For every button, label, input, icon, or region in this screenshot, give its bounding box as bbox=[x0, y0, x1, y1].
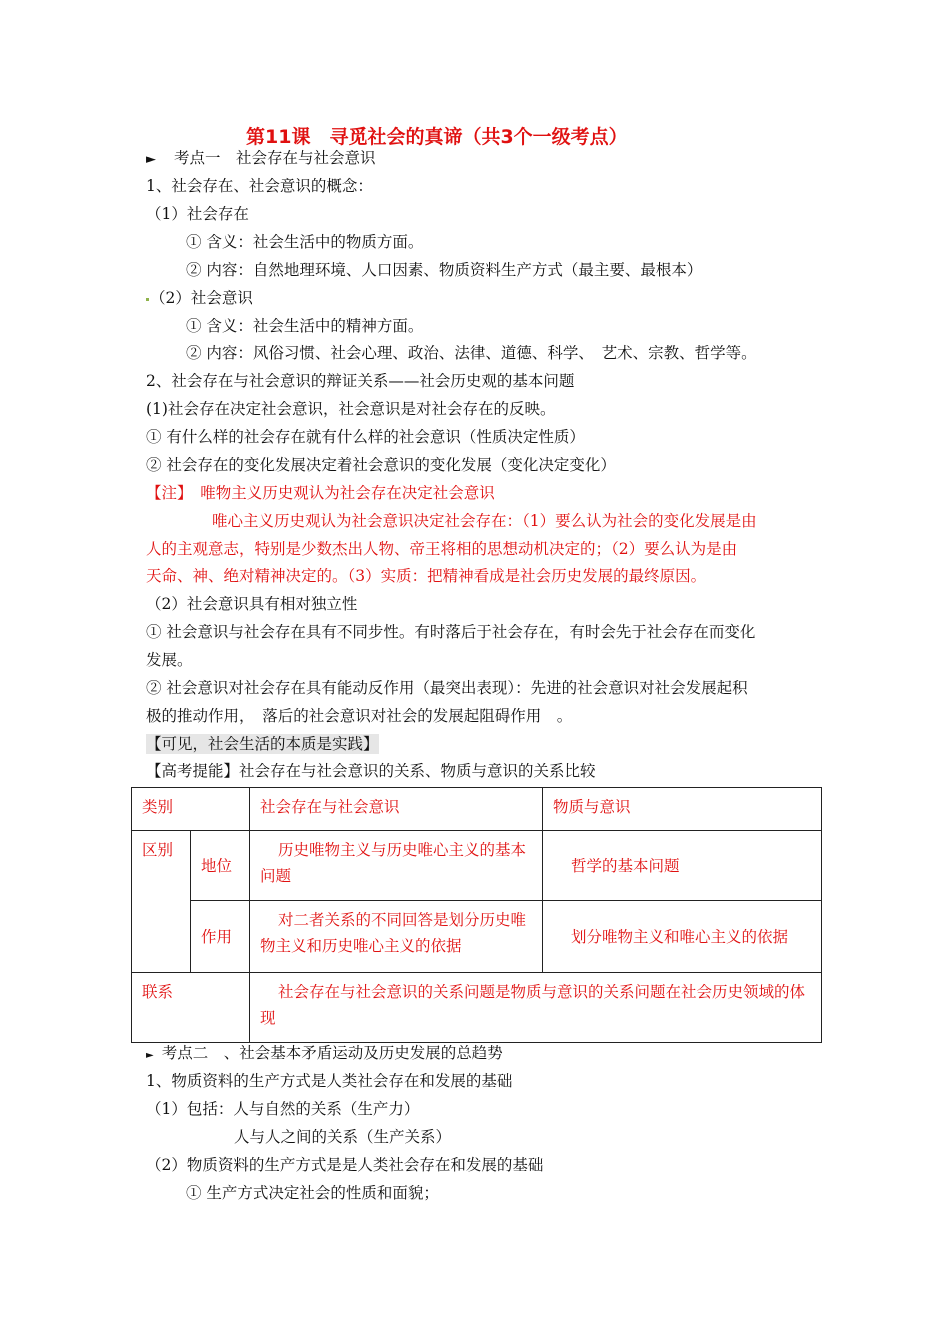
section-heading-2: ► 考点二 、社会基本矛盾运动及历史发展的总趋势 bbox=[146, 1043, 503, 1066]
table-header-cell: 类别 bbox=[132, 788, 250, 831]
text-line: ① 生产方式决定社会的性质和面貌； bbox=[186, 1184, 439, 1202]
note-line: 【注】 唯物主义历史观认为社会存在决定社会意识 bbox=[146, 484, 495, 502]
table-cell: 对二者关系的不同回答是划分历史唯物主义和历史唯心主义的依据 bbox=[250, 901, 543, 973]
text-line: ② 内容：风俗习惯、社会心理、政治、法律、道德、科学、 艺术、宗教、哲学等。 bbox=[186, 344, 757, 362]
page-title: 第11课 寻觅社会的真谛（共3个一级考点） bbox=[246, 126, 628, 148]
table-cell: 历史唯物主义与历史唯心主义的基本问题 bbox=[250, 831, 543, 901]
text-line: 人与人之间的关系（生产关系） bbox=[234, 1128, 452, 1146]
note-line: 天命、神、绝对精神决定的。（3）实质：把精神看成是社会历史发展的最终原因。 bbox=[146, 567, 707, 585]
table-cell-pos: 地位 bbox=[191, 831, 250, 901]
text-line: 极的推动作用， 落后的社会意识对社会的发展起阻碍作用 。 bbox=[146, 707, 573, 725]
text-line: ② 社会存在的变化发展决定着社会意识的变化发展（变化决定变化） bbox=[146, 456, 616, 474]
table-cell-link: 联系 bbox=[132, 973, 250, 1043]
text-line: ② 内容：自然地理环境、人口因素、物质资料生产方式（最主要、最根本） bbox=[186, 261, 703, 279]
text-line: (1)社会存在决定社会意识，社会意识是对社会存在的反映。 bbox=[146, 400, 556, 418]
table-cell: 哲学的基本问题 bbox=[543, 831, 822, 901]
text-line: （1）包括：人与自然的关系（生产力） bbox=[146, 1100, 420, 1118]
arrow-right-icon: ► bbox=[146, 152, 156, 167]
text-line: ① 社会意识与社会存在具有不同步性。有时落后于社会存在，有时会先于社会存在而变化 bbox=[146, 623, 756, 641]
text-line: ① 有什么样的社会存在就有什么样的社会意识（性质决定性质） bbox=[146, 428, 585, 446]
table-cell-diff: 区别 bbox=[132, 831, 191, 973]
section-heading-1: ► 考点一 社会存在与社会意识 bbox=[146, 148, 376, 170]
note-line: 唯心主义历史观认为社会意识决定社会存在：（1）要么认为社会的变化发展是由 bbox=[212, 512, 757, 530]
table-header-cell: 社会存在与社会意识 bbox=[250, 788, 543, 831]
table-cell: 社会存在与社会意识的关系问题是物质与意识的关系问题在社会历史领域的体现 bbox=[250, 973, 822, 1043]
text-line: ② 社会意识对社会存在具有能动反作用（最突出表现）：先进的社会意识对社会发展起积 bbox=[146, 679, 748, 697]
text-line: 1、社会存在、社会意识的概念： bbox=[146, 177, 373, 195]
text-line: 1、物质资料的生产方式是人类社会存在和发展的基础 bbox=[146, 1072, 513, 1090]
table-header-cell: 物质与意识 bbox=[543, 788, 822, 831]
text-line: （1）社会存在 bbox=[146, 205, 249, 223]
text-line: （2）社会意识 bbox=[150, 289, 253, 307]
table-cell: 划分唯物主义和唯心主义的依据 bbox=[543, 901, 822, 973]
note-line: 人的主观意志，特别是少数杰出人物、帝王将相的思想动机决定的；（2）要么认为是由 bbox=[146, 540, 738, 558]
table-cell-role: 作用 bbox=[191, 901, 250, 973]
text-line: 发展。 bbox=[146, 651, 193, 669]
text-line: 【高考提能】社会存在与社会意识的关系、物质与意识的关系比较 bbox=[146, 762, 596, 780]
text-line: 2、社会存在与社会意识的辩证关系——社会历史观的基本问题 bbox=[146, 372, 575, 390]
comparison-table bbox=[131, 787, 822, 1043]
arrow-right-icon: ► bbox=[146, 1050, 154, 1061]
text-line: （2）社会意识具有相对独立性 bbox=[146, 595, 358, 613]
dot-mark bbox=[146, 298, 149, 301]
text-line: ① 含义：社会生活中的精神方面。 bbox=[186, 317, 424, 335]
highlight-line: 【可见，社会生活的本质是实践】 bbox=[146, 735, 379, 753]
text-line: （2）物质资料的生产方式是是人类社会存在和发展的基础 bbox=[146, 1156, 544, 1174]
text-line: ① 含义：社会生活中的物质方面。 bbox=[186, 233, 424, 251]
